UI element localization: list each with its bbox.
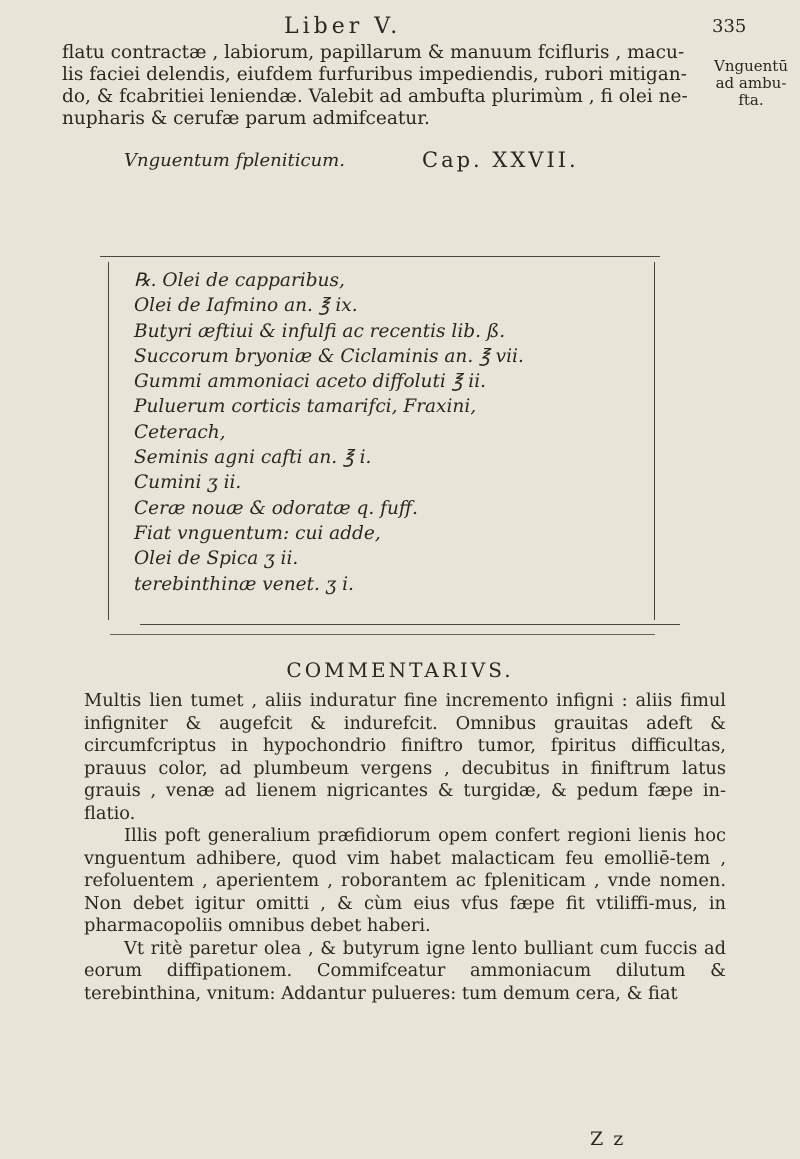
recipe-line: Butyri æftiui & infulfi ac recentis lib. ß. bbox=[134, 320, 506, 342]
recipe-line: Fiat vnguentum: cui adde, bbox=[134, 522, 381, 544]
chapter-number: Cap. XXVII. bbox=[422, 148, 579, 172]
margin-note-line: fta. bbox=[738, 91, 764, 109]
recipe-line: Puluerum corticis tamarifci, Fraxini, bbox=[134, 396, 477, 418]
recipe-line: Seminis agni cafti an. ℥ i. bbox=[134, 447, 372, 469]
recipe-line: Cumini ʒ ii. bbox=[134, 472, 242, 494]
page-number: 335 bbox=[712, 16, 747, 37]
commentary-paragraph: Vt ritè paretur olea , & butyrum igne lento bulliant cum fuccis ad eorum diffipationem. Commifceatur ammoniacum dilutum & terebinthina, vnitum: Addantur pulueres: tum demum cera, & fiat bbox=[84, 937, 726, 1004]
recipe-line: Olei de Spica ʒ ii. bbox=[134, 548, 299, 570]
recipe-line: Ceterach, bbox=[134, 421, 226, 443]
recipe-bottom-rule-inner bbox=[110, 634, 655, 635]
recipe-line: Succorum bryoniæ & Ciclaminis an. ℥ vii. bbox=[134, 345, 524, 367]
chapter-heading bbox=[62, 150, 702, 176]
text-line: lis faciei delendis, eiufdem furfuribus impediendis, rubori mitigan- bbox=[62, 64, 687, 85]
running-title: Liber V. bbox=[284, 14, 402, 39]
text-line: flatu contractæ , labiorum, papillarum & manuum fcifluris , macu- bbox=[62, 42, 685, 63]
chapter-title: Vnguentum fpleniticum. bbox=[124, 150, 345, 171]
recipe-line: ℞. Olei de capparibus, bbox=[134, 270, 345, 291]
margin-note-line: Vnguentū bbox=[714, 57, 788, 75]
margin-note bbox=[706, 58, 796, 109]
running-header bbox=[0, 14, 800, 40]
text-line: nupharis & cerufæ parum admifceatur. bbox=[62, 108, 430, 129]
recipe-line: Gummi ammoniaci aceto diffoluti ℥ ii. bbox=[134, 371, 486, 393]
commentary-paragraph: Illis poft generalium præfidiorum opem confert regioni lienis hoc vnguentum adhibere, quod vim habet malacticam feu emolliē-tem , refoluentem , aperientem , roborantem ac fpleniticam , vnde nomen. Non debet igitur omitti , & cùm eius vfus fæpe fit vtiliffi-mus, in pharmacopoliis omnibus debet haberi. bbox=[84, 825, 726, 936]
recipe-line: terebinthinæ venet. ʒ i. bbox=[134, 573, 354, 595]
text-line: do, & fcabritiei leniendæ. Valebit ad ambufta plurimùm , fi olei ne- bbox=[62, 86, 688, 107]
recipe-block bbox=[134, 268, 634, 597]
margin-note-line: ad ambu- bbox=[715, 74, 787, 92]
recipe-line: Olei de Iafmino an. ℥ ix. bbox=[134, 295, 358, 317]
recipe-top-rule bbox=[100, 256, 660, 257]
signature-mark: Z z bbox=[590, 1128, 626, 1150]
recipe-line: Ceræ nouæ & odoratæ q. fuff. bbox=[134, 497, 418, 519]
commentary-heading: COMMENTARIVS. bbox=[286, 658, 514, 682]
recipe-bottom-rule bbox=[140, 624, 680, 625]
top-paragraph bbox=[62, 42, 698, 130]
commentary-paragraph: Multis lien tumet , aliis induratur fine incremento infigni : aliis fimul infigniter & augefcit & indurefcit. Omnibus grauitas adeft & circumfcriptus in hypochondrio finiftro tumor, fpiritus difficultas, prauus color, ad plumbeum vergens , decubitus in finiftrum latus grauis , venæ ad lienem nigricantes & turgidæ, & pedum fæpe in-flatio. bbox=[84, 690, 726, 824]
commentary-body bbox=[84, 690, 726, 1005]
